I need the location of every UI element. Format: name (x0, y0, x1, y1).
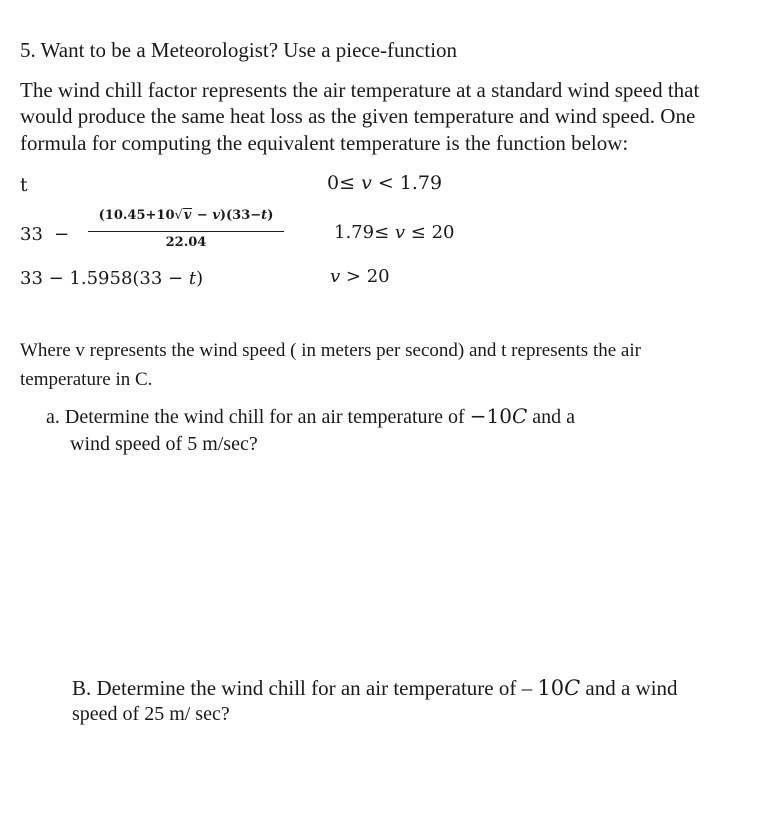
question-a-line-2: wind speed of 5 m/sec? (70, 433, 258, 455)
case1-expression: t (20, 174, 28, 196)
case1-cond-rel2: < (371, 172, 400, 194)
intro-text-line-3: formula for computing the equivalent temperature is the function below: (20, 131, 629, 155)
case1-cond-low: 0 (327, 172, 340, 194)
case1-cond-rel1: ≤ (339, 172, 356, 194)
case1-cond-var: v (361, 172, 372, 194)
case1-cond-high: 1.79 (399, 172, 443, 194)
fraction-denominator: 22.04 (165, 235, 207, 250)
question-b-line-2: speed of 25 m/ sec? (72, 703, 230, 725)
fraction-numerator: (10.45+10√v − v)(33−t) (98, 208, 274, 223)
fraction-bar (88, 231, 284, 232)
where-text-line-2: temperature in C. (20, 369, 153, 390)
case1-condition (327, 172, 442, 194)
case3-condition: v > 20 (330, 266, 390, 287)
where-text-line-1: Where v represents the wind speed ( in meters per second) and t represents the air (20, 340, 641, 361)
case2-minus: − (54, 224, 70, 245)
case3-expression: 33 − 1.5958(33 − t) (20, 268, 204, 289)
question-a-line-1: a. Determine the wind chill for an air temperature of −10C and a (46, 404, 576, 428)
question-b-line-1: B. Determine the wind chill for an air temperature of – 10C and a wind (72, 676, 678, 700)
problem-title: 5. Want to be a Meteorologist? Use a piece-function (20, 38, 458, 62)
case2-fraction (88, 208, 284, 254)
intro-text-line-2: would produce the same heat loss as the given temperature and wind speed. One (20, 104, 696, 128)
intro-text-line-1: The wind chill factor represents the air temperature at a standard wind speed that (20, 78, 700, 102)
case2-condition: 1.79≤ v ≤ 20 (334, 222, 455, 243)
case2-lead: 33 (20, 224, 43, 245)
sqrt-radicand: v (183, 208, 192, 223)
